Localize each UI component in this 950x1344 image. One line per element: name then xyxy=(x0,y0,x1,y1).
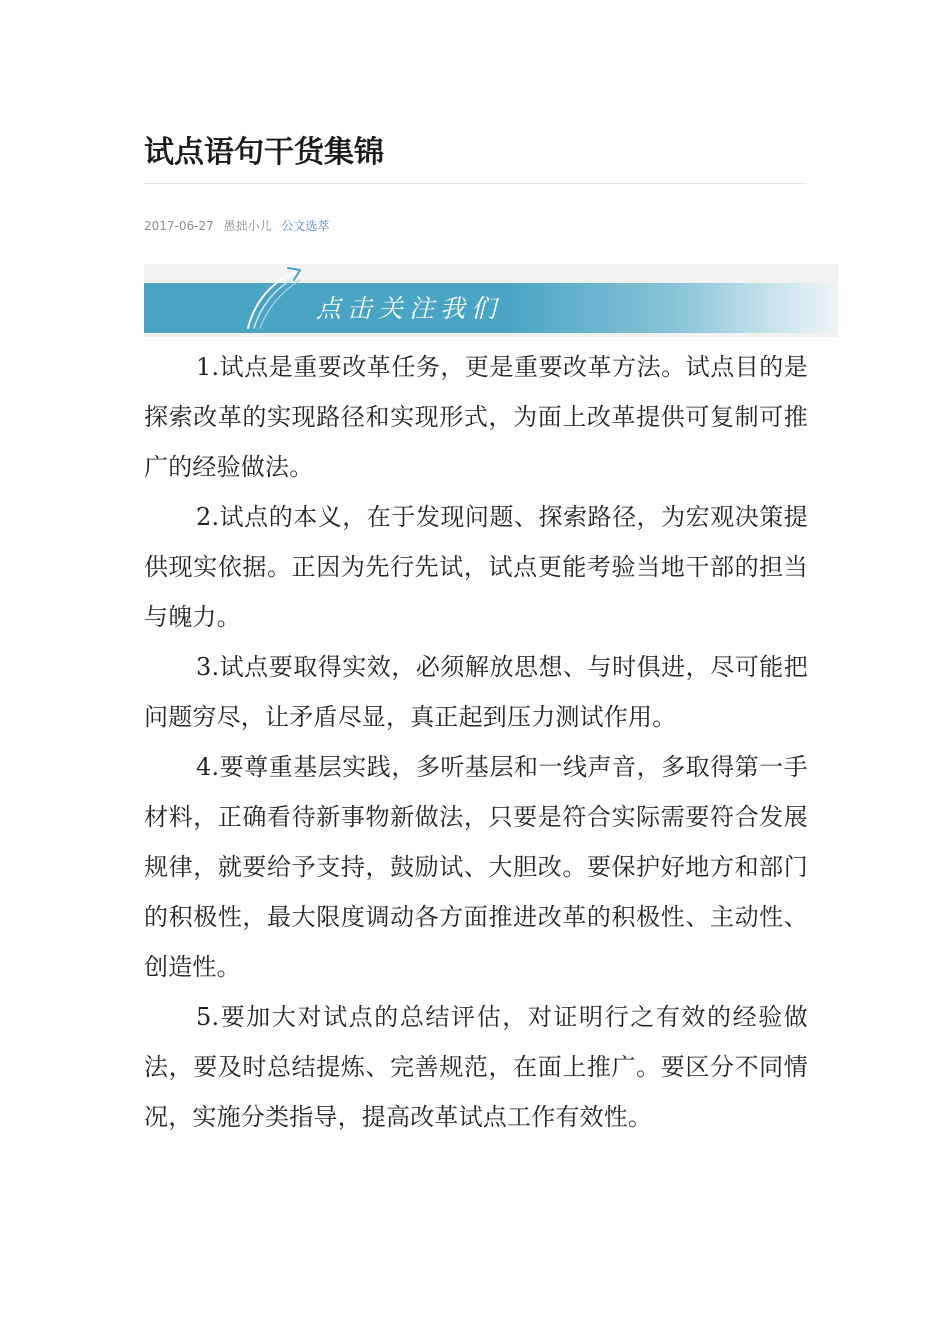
paragraph-1 xyxy=(144,342,808,492)
article-body xyxy=(144,342,808,1142)
paragraph-number: 4. xyxy=(196,753,220,781)
article-title: 试点语句干货集锦 xyxy=(144,135,384,170)
paragraph-text: 要尊重基层实践，多听基层和一线声音，多取得第一手材料，正确看待新事物新做法，只要是符合实际需要符合发展规律，就要给予支持，鼓励试、大胆改。要保护好地方和部门的积极性，最大限度调动各方面推进改革的积极性、主动性、创造性。 xyxy=(144,753,808,981)
author-name: 愚拙小儿 xyxy=(223,219,272,233)
paragraph-number: 1. xyxy=(196,353,220,381)
paragraph-5 xyxy=(144,992,808,1142)
paragraph-text: 要加大对试点的总结评估，对证明行之有效的经验做法，要及时总结提炼、完善规范，在面上推广。要区分不同情况，实施分类指导，提高改革试点工作有效性。 xyxy=(144,1003,808,1131)
publish-date: 2017-06-27 xyxy=(144,219,214,233)
title-divider xyxy=(144,183,806,184)
paragraph-text: 试点要取得实效，必须解放思想、与时俱进，尽可能把问题穷尽，让矛盾尽显，真正起到压力测试作用。 xyxy=(144,653,808,731)
paragraph-number: 2. xyxy=(196,503,220,531)
paragraph-3 xyxy=(144,642,808,742)
paragraph-number: 3. xyxy=(196,653,220,681)
account-link[interactable]: 公文选萃 xyxy=(281,219,330,233)
paragraph-number: 5. xyxy=(196,1003,220,1031)
article-meta xyxy=(144,217,329,235)
paragraph-text: 试点是重要改革任务，更是重要改革方法。试点目的是探索改革的实现路径和实现形式，为面上改革提供可复制可推广的经验做法。 xyxy=(144,353,808,481)
paragraph-text: 试点的本义，在于发现问题、探索路径，为宏观决策提供现实依据。正因为先行先试，试点更能考验当地干部的担当与魄力。 xyxy=(144,503,808,631)
follow-us-banner[interactable] xyxy=(144,264,838,337)
paragraph-4 xyxy=(144,742,808,992)
paragraph-2 xyxy=(144,492,808,642)
arrow-icon xyxy=(240,264,310,334)
banner-text: 点击关注我们 xyxy=(316,294,503,323)
